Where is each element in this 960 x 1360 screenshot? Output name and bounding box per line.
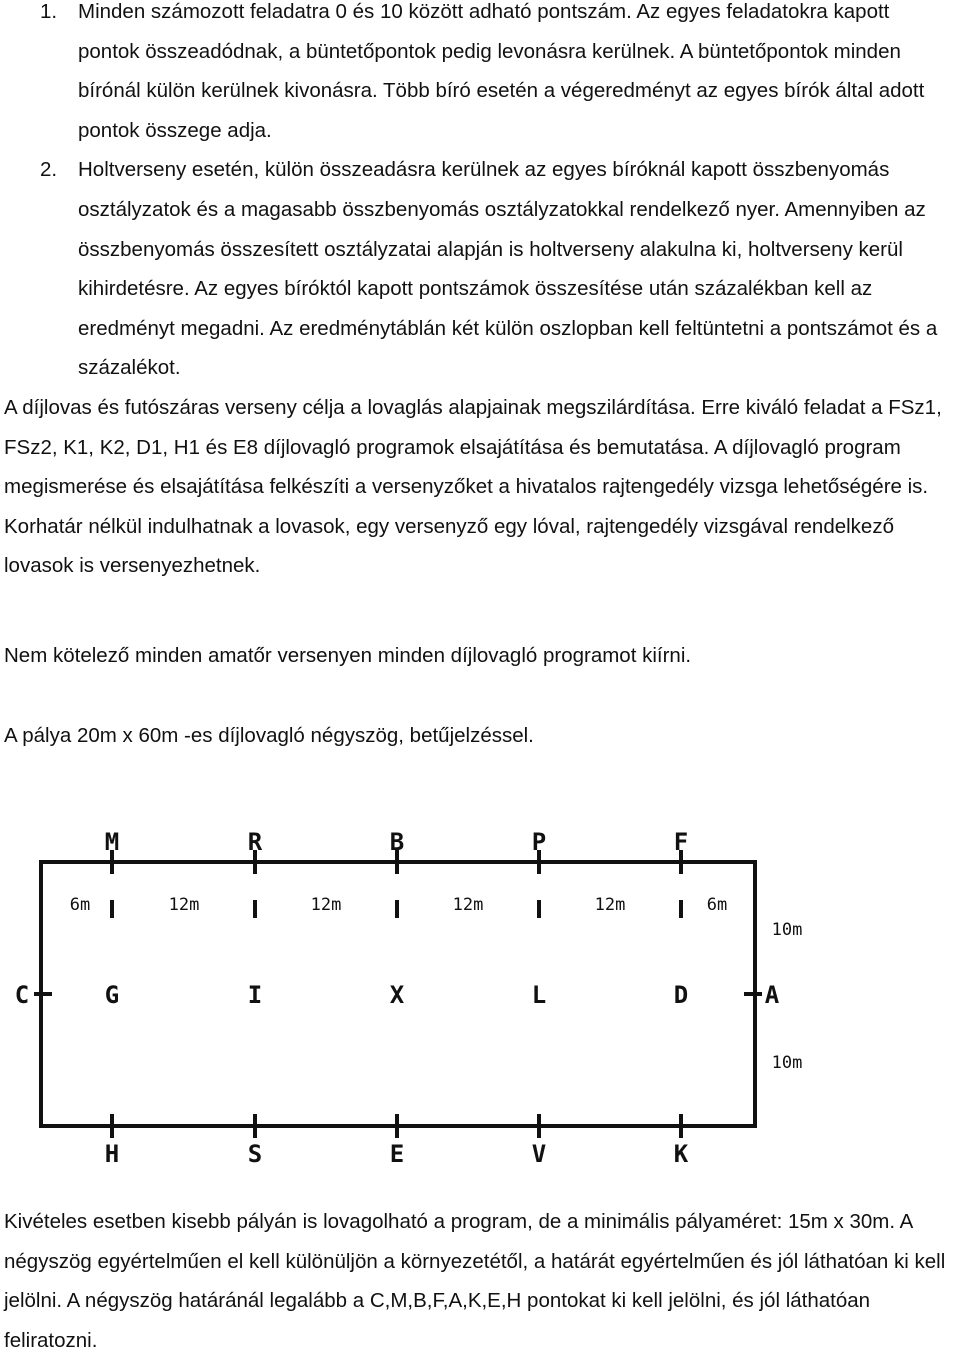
segment-label: 12m: [310, 895, 342, 915]
marker-A: A: [764, 981, 780, 1009]
marker-E: E: [389, 1140, 405, 1168]
segment-label: 6m: [706, 895, 728, 915]
marker-C: C: [14, 981, 30, 1009]
marker-L: L: [531, 981, 547, 1009]
marker-I: I: [247, 981, 263, 1009]
marker-S: S: [247, 1140, 263, 1168]
segment-label: 12m: [594, 895, 626, 915]
exception-paragraph: Kivételes esetben kisebb pályán is lovagolható a program, de a minimális pályaméret: 15m x 30m. A négyszög egyértelműen el kell különüljön a környezetétől, a határát egyértelműen és jól láthatóan ki kell jelölni. A négyszög határánál legalább a C,M,B,F,A,K,E,H pontokat ki kell jelölni, és jól láthatóan feliratozni.: [4, 1210, 946, 1352]
marker-R: R: [247, 828, 263, 856]
arena-diagram: [0, 800, 960, 1180]
marker-D: D: [673, 981, 689, 1009]
purpose-paragraph: A díjlovas és futószáras verseny célja a lovaglás alapjainak megszilárdítása. Erre kiváló feladat a FSz1, FSz2, K1, K2, D1, H1 és E8 díjlovagló programok elsajátítása és bemutatása. A díjlovagló program megismerése és elsajátítása felkészíti a versenyzőket a hivatalos rajtengedély vizsga lehetőségére is. Korhatár nélkül indulhatnak a lovasok, egy versenyző egy lóval, rajtengedély vizsgával rendelkező lovasok is versenyezhetnek.: [4, 396, 942, 578]
segment-label: 6m: [69, 895, 91, 915]
segment-label: 12m: [452, 895, 484, 915]
arena-paragraph: A pálya 20m x 60m -es díjlovagló négyszög, betűjelzéssel.: [4, 724, 534, 747]
marker-X: X: [389, 981, 405, 1009]
marker-G: G: [104, 981, 120, 1009]
rule-text: Minden számozott feladatra 0 és 10 között adható pontszám. Az egyes feladatokra kapott pontok összeadódnak, a büntetőpontok pedig levonásra kerülnek. A büntetőpontok minden bírónál külön kerülnek kivonásra. Több bíró esetén a végeredményt az egyes bírók által adott pontok összege adja.: [78, 0, 925, 142]
rule-number: 2.: [40, 158, 58, 182]
rule-text: Holtverseny esetén, külön összeadásra kerülnek az egyes bíróknál kapott összbenyomás osztályzatok és a magasabb összbenyomás osztályzatokkal rendelkező nyer. Amennyiben az összbenyomás összesített osztályzatai alapján is holtverseny alakulna ki, holtverseny kerül kihirdetésre. Az egyes bíróktól kapott pontszámok összesítése után százalékban kell az eredményt megadni. Az eredménytáblán két külön oszlopban kell feltüntetni a pontszámot és a százalékot.: [78, 158, 938, 380]
marker-B: B: [389, 828, 405, 856]
rule-2: [0, 150, 960, 388]
segment-label: 12m: [168, 895, 200, 915]
marker-P: P: [531, 828, 547, 856]
marker-M: M: [104, 828, 120, 856]
rule-number: 1.: [40, 0, 58, 23]
not-mandatory-paragraph: Nem kötelező minden amatőr versenyen minden díjlovagló programot kiírni.: [4, 644, 692, 667]
marker-H: H: [104, 1140, 120, 1168]
rule-1: [0, 0, 960, 150]
marker-F: F: [673, 828, 689, 856]
side-label: 10m: [771, 920, 803, 940]
marker-K: K: [673, 1140, 689, 1168]
marker-V: V: [531, 1140, 547, 1168]
side-label: 10m: [771, 1053, 803, 1073]
rules-list: [0, 0, 960, 388]
